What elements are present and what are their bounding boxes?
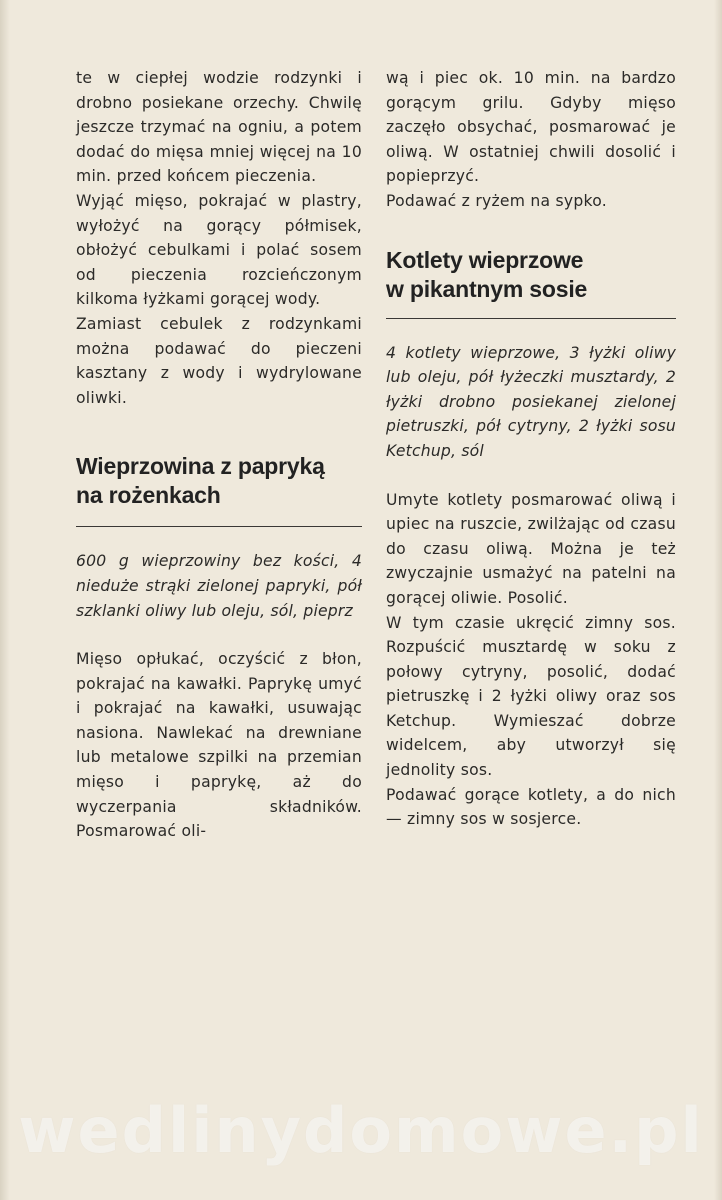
instructions-paragraph: Mięso opłukać, oczyścić z błon, pokrajać na kawałki. Paprykę umyć i pokrajać na kawałki, usuwając nasiona. Nawlekać na drewniane lub metalowe szpilki na przemian mięso i paprykę, aż do wyczerpania składników. Posmarować oli-	[76, 650, 362, 841]
ingredients-list: 4 kotlety wieprzowe, 3 łyżki oliwy lub oleju, pół łyżeczki musztardy, 2 łyżki drobno posiekanej zielonej pietruszki, pół cytryny, 2 łyżki sosu Ketchup, sól	[386, 343, 676, 460]
continued-paragraph: Zamiast cebulek z rodzynkami można podawać do pieczeni kasztany z wody i wydrylowane oliwki.	[76, 314, 362, 407]
recipe-title	[386, 246, 676, 304]
recipe-title-line: Kotlety wieprzowe	[386, 246, 584, 273]
page-edge-shadow-left	[0, 0, 10, 1200]
continued-paragraph: Wyjąć mięso, pokrajać w plastry, wyłożyć na gorący półmisek, obłożyć cebulkami i polać sosem od pieczenia rozcieńczonym kilkoma łyżkami gorącej wody.	[76, 191, 362, 309]
continued-paragraph: te w ciepłej wodzie rodzynki i drobno posiekane orzechy. Chwilę jeszcze trzymać na ogniu, a potem dodać do mięsa mniej więcej na 10 min. przed końcem pieczenia.	[76, 69, 362, 186]
watermark: wedlinydomowe.pl	[18, 1094, 704, 1167]
ingredients-list: 600 g wieprzowiny bez kości, 4 nieduże strąki zielonej papryki, pół szklanki oliwy lub oleju, sól, pieprz	[76, 552, 362, 620]
recipe-title-line: w pikantnym sosie	[386, 275, 588, 302]
page-edge-shadow-right	[714, 0, 722, 1200]
recipe-title	[76, 452, 362, 510]
continued-paragraph: Podawać z ryżem na sypko.	[386, 191, 607, 210]
left-column	[76, 66, 362, 844]
continued-paragraph: wą i piec ok. 10 min. na bardzo gorącym grilu. Gdyby mięso zaczęło obsychać, posmarować je oliwą. W ostatniej chwili dosolić i popieprzyć.	[386, 69, 676, 186]
instructions-paragraph: W tym czasie ukręcić zimny sos. Rozpuścić musztardę w soku z połowy cytryny, posolić, dodać pietruszkę i 2 łyżki oliwy oraz sos Ketchup. Wymieszać dobrze widelcem, aby utworzył się jednolity sos.	[386, 613, 676, 780]
instructions-paragraph: Podawać gorące kotlety, a do nich — zimny sos w sosjerce.	[386, 785, 676, 829]
right-column	[386, 66, 676, 832]
instructions-paragraph: Umyte kotlety posmarować oliwą i upiec na ruszcie, zwilżając od czasu do czasu oliwą. Można je też zwyczajnie usmażyć na patelni na gorącej oliwie. Posolić.	[386, 490, 676, 607]
recipe-title-line: Wieprzowina z papryką	[76, 453, 325, 480]
recipe-title-line: na rożenkach	[76, 482, 221, 509]
